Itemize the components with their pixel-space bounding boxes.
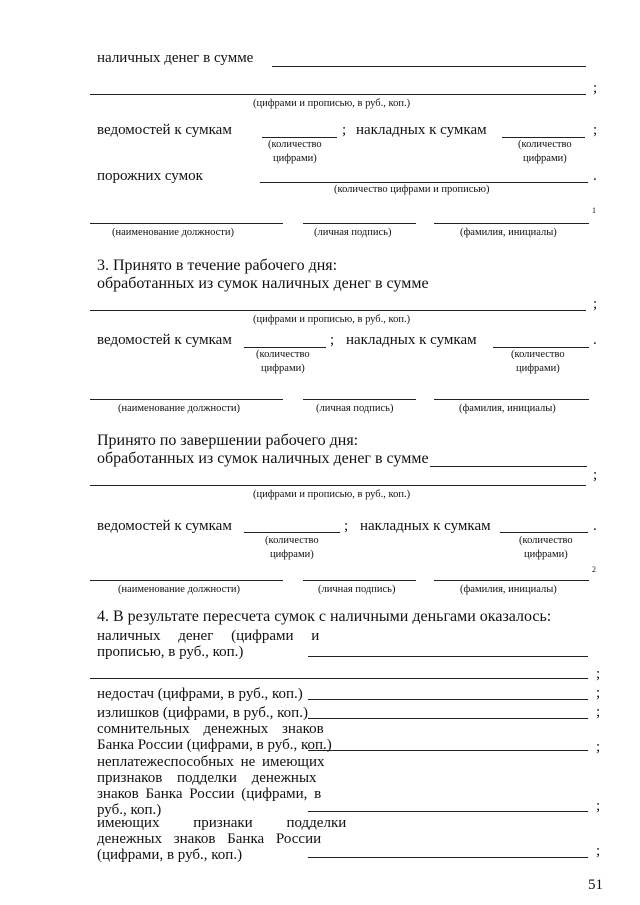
shortage-label: недостач (цифрами, в руб., коп.) <box>97 686 303 702</box>
semicolon: ; <box>342 122 347 138</box>
cash-amount-words-line[interactable] <box>90 94 586 95</box>
signature-line[interactable] <box>303 223 416 224</box>
footnote-mark: 2 <box>592 565 596 574</box>
insolvent-label: руб., коп.) <box>97 802 162 818</box>
semicolon: ; <box>596 739 601 755</box>
cash-hint: (цифрами и прописью, в руб., коп.) <box>253 489 411 500</box>
name-line[interactable] <box>434 399 589 400</box>
signature-hint: (личная подпись) <box>316 403 394 414</box>
insolvent-label: знаков Банка России (цифрами, в <box>97 786 322 802</box>
recount-cash-label: прописью, в руб., коп.) <box>97 644 244 660</box>
doubtful-label: Банка России (цифрами, в руб., коп.) <box>97 737 332 753</box>
empty-bags-line[interactable] <box>260 182 588 183</box>
forged-line[interactable] <box>308 857 588 858</box>
page-number: 51 <box>588 877 603 893</box>
semicolon: ; <box>593 467 598 483</box>
semicolon: ; <box>596 798 601 814</box>
invoices-qty-line[interactable] <box>502 137 585 138</box>
position-line[interactable] <box>90 399 283 400</box>
semicolon: ; <box>596 704 601 720</box>
statements-qty-hint: (количество <box>256 349 310 360</box>
invoices-label: накладных к сумкам <box>346 332 477 348</box>
semicolon: ; <box>593 296 598 312</box>
invoices-qty-line[interactable] <box>500 532 588 533</box>
invoices-qty-hint: цифрами) <box>523 153 567 164</box>
position-hint: (наименование должности) <box>118 584 241 595</box>
processed-cash-line[interactable] <box>90 310 586 311</box>
period: . <box>593 168 597 184</box>
footnote-mark: 1 <box>592 206 596 215</box>
empty-bags-label: порожних сумок <box>97 168 203 184</box>
processed-cash-words-line[interactable] <box>90 485 586 486</box>
empty-bags-hint: (количество цифрами и прописью) <box>334 184 490 195</box>
semicolon: ; <box>593 80 598 96</box>
insolvent-line[interactable] <box>308 811 588 812</box>
name-line[interactable] <box>434 580 589 581</box>
period: . <box>593 332 597 348</box>
statements-qty-line[interactable] <box>244 532 340 533</box>
name-hint: (фамилия, инициалы) <box>459 403 556 414</box>
semicolon: ; <box>330 332 335 348</box>
statements-qty-line[interactable] <box>244 347 326 348</box>
statements-qty-hint: (количество <box>265 535 319 546</box>
statements-label: ведомостей к сумкам <box>97 332 232 348</box>
processed-cash-label: обработанных из сумок наличных денег в сумме <box>97 275 429 292</box>
doubtful-label: сомнительных денежных знаков <box>97 721 324 737</box>
name-line[interactable] <box>434 223 589 224</box>
signature-line[interactable] <box>303 580 416 581</box>
semicolon: ; <box>593 122 598 138</box>
statements-label: ведомостей к сумкам <box>97 122 232 138</box>
semicolon: ; <box>344 518 349 534</box>
cash-amount-label: наличных денег в сумме <box>97 50 254 66</box>
invoices-qty-hint: (количество <box>519 535 573 546</box>
surplus-line[interactable] <box>308 718 588 719</box>
invoices-label: накладных к сумкам <box>360 518 491 534</box>
statements-qty-hint: цифрами) <box>261 363 305 374</box>
recount-cash-label: наличных денег (цифрами и <box>97 628 320 644</box>
invoices-qty-hint: (количество <box>518 139 572 150</box>
invoices-label: накладных к сумкам <box>356 122 487 138</box>
semicolon: ; <box>596 685 601 701</box>
statements-qty-hint: (количество <box>268 139 322 150</box>
period: . <box>593 518 597 534</box>
processed-cash-line[interactable] <box>430 466 587 467</box>
semicolon: ; <box>596 666 601 682</box>
end-of-day-title: Принято по завершении рабочего дня: <box>97 432 359 449</box>
name-hint: (фамилия, инициалы) <box>460 227 557 238</box>
processed-cash-label: обработанных из сумок наличных денег в сумме <box>97 450 429 467</box>
statements-label: ведомостей к сумкам <box>97 518 232 534</box>
recount-cash-line[interactable] <box>308 656 588 657</box>
statements-qty-hint: цифрами) <box>273 153 317 164</box>
forged-label: имеющих признаки подделки <box>97 815 347 831</box>
statements-qty-line[interactable] <box>262 137 337 138</box>
invoices-qty-hint: (количество <box>511 349 565 360</box>
cash-hint: (цифрами и прописью, в руб., коп.) <box>253 314 411 325</box>
forged-label: денежных знаков Банка России <box>97 831 322 847</box>
position-hint: (наименование должности) <box>118 403 241 414</box>
forged-label: (цифрами, в руб., коп.) <box>97 847 243 863</box>
signature-line[interactable] <box>303 399 416 400</box>
invoices-qty-hint: цифрами) <box>516 363 560 374</box>
statements-qty-hint: цифрами) <box>270 549 314 560</box>
recount-cash-words-line[interactable] <box>90 678 588 679</box>
name-hint: (фамилия, инициалы) <box>460 584 557 595</box>
cash-hint: (цифрами и прописью, в руб., коп.) <box>253 98 411 109</box>
section-4-title: 4. В результате пересчета сумок с наличными деньгами оказалось: <box>97 608 552 625</box>
surplus-label: излишков (цифрами, в руб., коп.) <box>97 705 308 721</box>
invoices-qty-line[interactable] <box>493 347 589 348</box>
position-line[interactable] <box>90 580 283 581</box>
insolvent-label: признаков подделки денежных <box>97 770 317 786</box>
position-hint: (наименование должности) <box>112 227 235 238</box>
doubtful-line[interactable] <box>308 750 588 751</box>
insolvent-label: неплатежеспособных не имеющих <box>97 754 325 770</box>
signature-hint: (личная подпись) <box>314 227 392 238</box>
signature-hint: (личная подпись) <box>318 584 396 595</box>
position-line[interactable] <box>90 223 283 224</box>
section-3-title: 3. Принято в течение рабочего дня: <box>97 257 338 274</box>
shortage-line[interactable] <box>308 699 588 700</box>
invoices-qty-hint: цифрами) <box>524 549 568 560</box>
semicolon: ; <box>596 843 601 859</box>
cash-amount-line[interactable] <box>272 66 586 67</box>
